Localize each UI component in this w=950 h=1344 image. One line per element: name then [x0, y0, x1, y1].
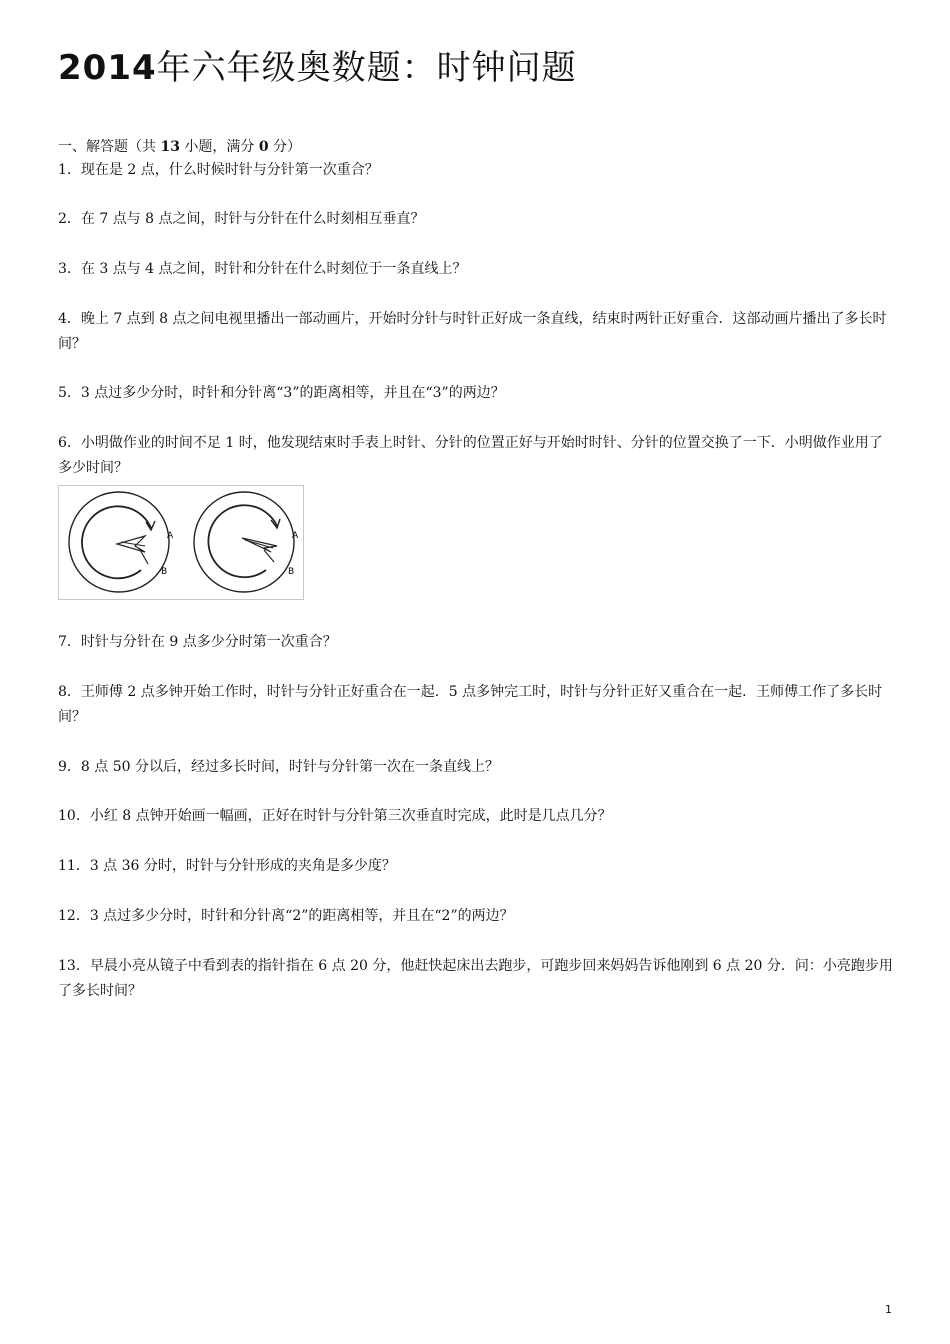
- clock-left-label-b: B: [161, 567, 168, 577]
- clock-right-label-b: B: [288, 567, 295, 577]
- question-4: 4．晚上 7 点到 8 点之间电视里播出一部动画片，开始时分针与时针正好成一条直线，结束时两针正好重合．这部动画片播出了多长时间？: [58, 311, 887, 352]
- clock-left-label-a: A: [167, 531, 174, 541]
- section-heading: [58, 136, 301, 156]
- question-1: 1．现在是 2 点，什么时候时针与分针第一次重合？: [58, 162, 379, 178]
- question-5: 5．3 点过多少分时，时针和分针离“3”的距离相等，并且在“3”的两边？: [58, 385, 505, 401]
- clock-right-label-a: A: [292, 531, 299, 541]
- title-text: 年六年级奥数题：时钟问题: [156, 48, 577, 88]
- page-title: [58, 40, 577, 89]
- total-score: 0: [258, 139, 269, 155]
- clock-face-left: [69, 492, 169, 592]
- section-middle: 小题，满分: [179, 139, 259, 155]
- question-11: 11．3 点 36 分时，时针与分针形成的夹角是多少度？: [58, 858, 396, 874]
- question-13: 13．早晨小亮从镜子中看到表的指针指在 6 点 20 分，他赶快起床出去跑步，可跑步回来妈妈告诉他刚到 6 点 20 分．问：小亮跑步用了多长时间？: [58, 958, 893, 999]
- question-12: 12．3 点过多少分时，时针和分针离“2”的距离相等，并且在“2”的两边？: [58, 908, 514, 924]
- question-3: 3．在 3 点与 4 点之间，时针和分针在什么时刻位于一条直线上？: [58, 261, 467, 277]
- question-7: 7．时针与分针在 9 点多少分时第一次重合？: [58, 634, 337, 650]
- section-suffix: 分）: [268, 139, 302, 155]
- clock-figure: [58, 485, 304, 600]
- clock-face-right: [194, 492, 294, 592]
- question-count: 13: [160, 139, 180, 155]
- page-number: 1: [885, 1303, 892, 1316]
- question-8: 8．王师傅 2 点多钟开始工作时，时针与分针正好重合在一起．5 点多钟完工时，时针与分针正好又重合在一起．王师傅工作了多长时间？: [58, 684, 883, 725]
- question-6: 6．小明做作业的时间不足 1 时，他发现结束时手表上时针、分针的位置正好与开始时时针、分针的位置交换了一下．小明做作业用了多少时间？: [58, 435, 883, 476]
- question-10: 10．小红 8 点钟开始画一幅画，正好在时针与分针第三次垂直时完成，此时是几点几分？: [58, 808, 612, 824]
- section-prefix: 一、解答题（共: [58, 139, 161, 155]
- title-year: 2014: [58, 48, 157, 88]
- question-9: 9．8 点 50 分以后，经过多长时间，时针与分针第一次在一条直线上？: [58, 759, 499, 775]
- question-2: 2．在 7 点与 8 点之间，时针与分针在什么时刻相互垂直？: [58, 211, 425, 227]
